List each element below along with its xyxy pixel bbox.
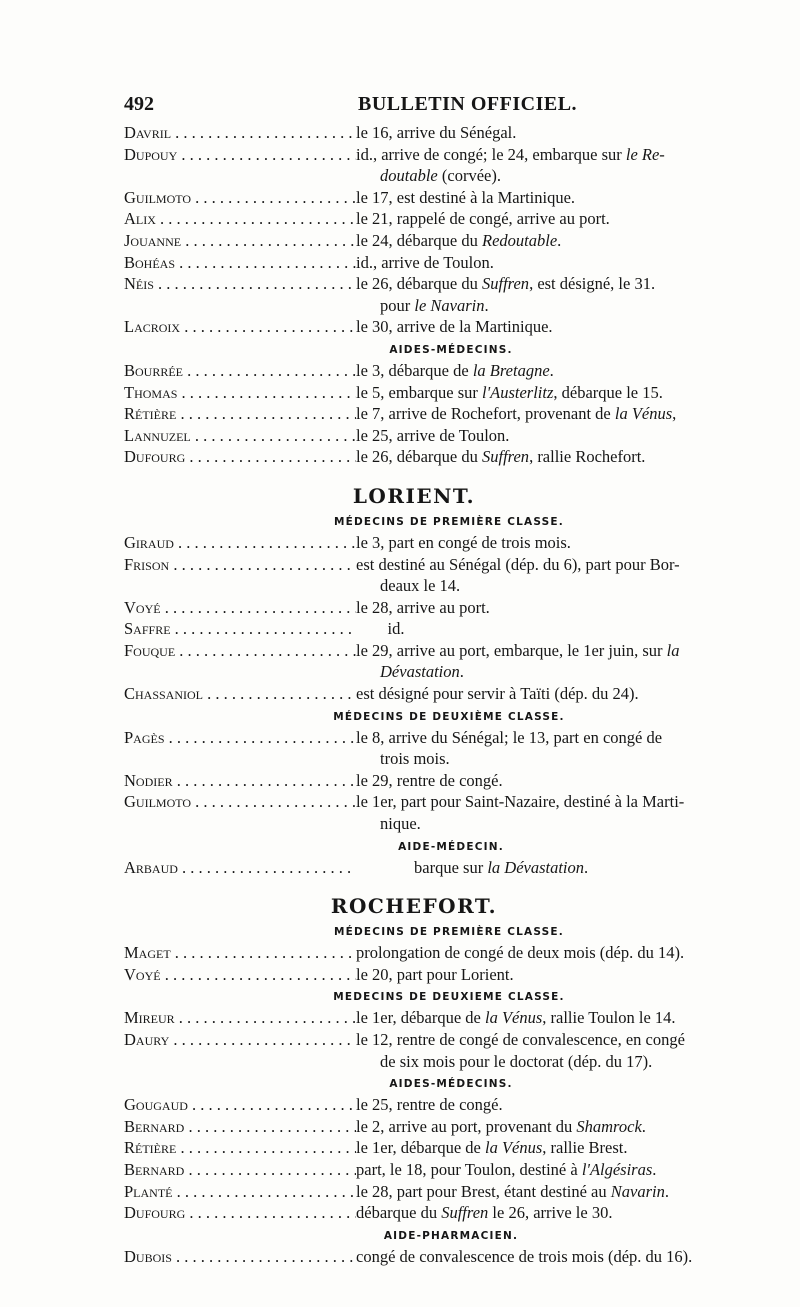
city-heading-rochefort: ROCHEFORT. [330, 894, 498, 919]
entry-text: le 26, débarque du Suffren, est désigné, le 31. pour le Navarin. [356, 274, 656, 315]
page-number: 492 [124, 93, 154, 115]
entry-text: le 8, arrive du Sénégal; le 13, part en congé de trois mois. [356, 727, 663, 769]
entry-bernard [124, 1116, 784, 1138]
entry-frison [124, 554, 784, 597]
entry-text: le 3, débarque de la Bretagne. [356, 360, 554, 380]
entry-lannuzel [124, 425, 784, 447]
entry-text: le 16, arrive du Sénégal. [356, 123, 517, 142]
entry-text: le 29, arrive au port, embarque, le 1er juin, sur la Dévastation. [356, 640, 680, 682]
entry-text: le 30, arrive de la Martinique. [356, 317, 553, 337]
entry-giraud [124, 532, 784, 554]
entry-name: Frison . . . [124, 554, 356, 576]
entry-boheas [124, 252, 784, 274]
section-heading: AIDES-MÉDECINS. [389, 343, 513, 356]
entry-text: prolongation de congé de deux mois (dép. du 14). [356, 943, 685, 963]
entry-name: Arbaud . . . [124, 857, 356, 879]
entry-name: Guilmoto . . . [124, 187, 356, 209]
entry-alix [124, 208, 784, 230]
entry-daury [124, 1029, 784, 1072]
entry-retiere-2 [124, 1137, 784, 1159]
entry-text: est destiné au Sénégal (dép. du 6), part pour Bor- deaux le 14. [356, 554, 680, 596]
entry-name: Alix . . . [124, 208, 356, 230]
section-heading: MEDECINS DE DEUXIEME CLASSE. [333, 991, 565, 1004]
entry-name: Jouanne . . . [124, 230, 356, 252]
entry-fouque [124, 640, 784, 683]
section-heading: AIDE-PHARMACIEN. [383, 1229, 519, 1242]
entry-plante [124, 1181, 784, 1203]
entry-retiere [124, 403, 784, 425]
entry-text: le 20, part pour Lorient. [356, 964, 514, 984]
entry-text: le 3, part en congé de trois mois. [356, 532, 571, 552]
city-heading-lorient: LORIENT. [352, 483, 476, 508]
entry-text: le 29, rentre de congé. [356, 770, 503, 790]
entry-chassaniol [124, 683, 784, 705]
entry-name: Fouque . . . [124, 640, 356, 662]
entry-text: le 28, part pour Brest, étant destiné au Navarin. [356, 1181, 669, 1201]
entry-lacroix [124, 316, 784, 338]
entry-guilmoto-2 [124, 791, 784, 834]
entry-voye [124, 597, 784, 619]
entry-text: id., arrive de congé; le 24, embarque sur le Re- doutable (corvée). [356, 144, 665, 186]
section-heading: MÉDECINS DE DEUXIÈME CLASSE. [333, 710, 565, 723]
entry-name: Voyé . . . [124, 597, 356, 619]
entry-text: le 26, débarque du Suffren, rallie Rochefort. [356, 447, 646, 467]
entry-name: Maget . . . [124, 942, 356, 964]
entry-name: Chassaniol . . . [124, 683, 356, 705]
entry-name: Dufourg . . . [124, 446, 356, 468]
entry-dupouy [124, 144, 784, 187]
document-body [124, 122, 784, 1267]
entry-guilmoto [124, 187, 784, 209]
entry-name: Bourrée . . . [124, 360, 356, 382]
entry-dubois [124, 1246, 784, 1268]
section-heading: MÉDECINS DE PREMIÈRE CLASSE. [333, 926, 564, 939]
entry-text: id. [387, 619, 405, 639]
entry-text: le 1er, débarque de la Vénus, rallie Brest. [356, 1138, 628, 1158]
entry-jouanne [124, 230, 784, 252]
entry-name: Rétière . . . [124, 1137, 356, 1159]
entry-text: est désigné pour servir à Taïti (dép. du 24). [356, 684, 639, 704]
entry-name: Pagès . . . [124, 727, 356, 749]
entry-thomas [124, 382, 784, 404]
entry-text: le 25, rentre de congé. [356, 1095, 503, 1115]
page-header [124, 93, 744, 123]
entry-name: Gougaud . . . [124, 1094, 356, 1116]
entry-name: Bernard . . . [124, 1116, 356, 1138]
entry-name: Saffre . . . [124, 618, 356, 640]
entry-text: part, le 18, pour Toulon, destiné à l'Algésiras. [356, 1159, 657, 1179]
entry-neis [124, 273, 784, 316]
entry-text: le 21, rappelé de congé, arrive au port. [356, 209, 610, 229]
entry-arbaud [124, 857, 784, 879]
entry-name: Mireur . . . [124, 1007, 356, 1029]
entry-text: le 17, est destiné à la Martinique. [356, 187, 576, 207]
entry-voye-2 [124, 964, 784, 986]
entry-name: Lannuzel . . . [124, 425, 356, 447]
entry-text: le 2, arrive au port, provenant du Shamrock. [356, 1116, 646, 1136]
entry-name: Giraud . . . [124, 532, 356, 554]
entry-text: débarque du Suffren le 26, arrive le 30. [356, 1203, 613, 1223]
entry-name: Dupouy . . . [124, 144, 356, 166]
entry-name: Planté . . . [124, 1181, 356, 1203]
entry-name: Bernard . . . [124, 1159, 356, 1181]
entry-name: Néis . . . [124, 273, 356, 295]
entry-mireur [124, 1007, 784, 1029]
entry-davril [124, 122, 784, 144]
entry-saffre [124, 618, 784, 640]
entry-name: Bohéas . . . [124, 252, 356, 274]
entry-name: Rétière . . . [124, 403, 356, 425]
entry-text: le 1er, part pour Saint-Nazaire, destiné à la Marti- nique. [356, 792, 685, 834]
entry-name: Guilmoto . . . [124, 791, 356, 813]
running-title: BULLETIN OFFICIEL. [358, 93, 578, 115]
section-heading: AIDE-MÉDECIN. [398, 840, 504, 853]
entry-text: congé de convalescence de trois mois (dép. du 16). [356, 1246, 693, 1266]
entry-text: le 25, arrive de Toulon. [356, 425, 510, 445]
entry-text: le 12, rentre de congé de convalescence, en congé de six mois pour le doctorat (dép. du 17). [356, 1030, 685, 1071]
entry-text: le 28, arrive au port. [356, 597, 490, 617]
entry-gougaud [124, 1094, 784, 1116]
entry-text: le 7, arrive de Rochefort, provenant de la Vénus, [356, 404, 677, 424]
entry-pages [124, 727, 784, 770]
entry-nodier [124, 770, 784, 792]
entry-text: le 5, embarque sur l'Austerlitz, débarque le 15. [356, 382, 663, 402]
entry-name: Dufourg . . . [124, 1202, 356, 1224]
section-heading: MÉDECINS DE PREMIÈRE CLASSE. [333, 515, 564, 528]
entry-name: Dubois . . . [124, 1246, 356, 1268]
entry-name: Voyé . . . [124, 964, 356, 986]
entry-name: Thomas . . . [124, 382, 356, 404]
entry-bourree [124, 360, 784, 382]
entry-name: Nodier . . . [124, 770, 356, 792]
entry-dufourg [124, 446, 784, 468]
entry-text: le 1er, débarque de la Vénus, rallie Toulon le 14. [356, 1008, 676, 1028]
entry-dufourg-2 [124, 1202, 784, 1224]
entry-name: Lacroix . . . [124, 316, 356, 338]
entry-maget [124, 942, 784, 964]
entry-name: Davril . . . [124, 122, 356, 144]
entry-text: le 24, débarque du Redoutable. [356, 230, 562, 250]
section-heading: AIDES-MÉDECINS. [389, 1078, 513, 1091]
entry-bernard-2 [124, 1159, 784, 1181]
entry-name: Daury . . . [124, 1029, 356, 1051]
entry-text: id., arrive de Toulon. [356, 252, 494, 272]
entry-text: barque sur la Dévastation. [414, 857, 589, 877]
